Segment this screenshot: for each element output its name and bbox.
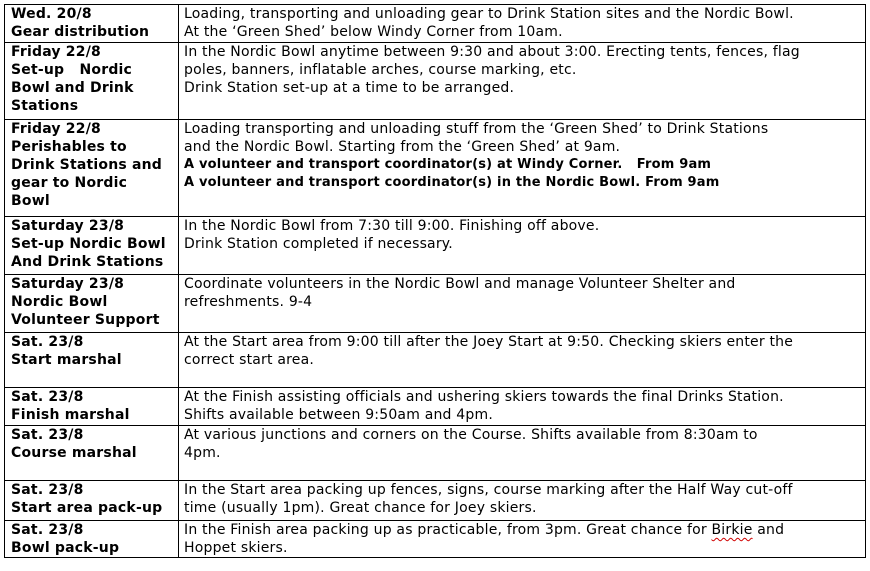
description-text: and — [752, 522, 785, 538]
role-label: Drink Stations and — [11, 157, 163, 173]
role-label: Set-up Nordic Bowl — [11, 236, 166, 252]
role-label: Volunteer Support — [11, 312, 160, 328]
table-row — [5, 275, 866, 333]
description-cell — [179, 333, 866, 388]
table-row — [5, 426, 866, 481]
table-row — [5, 481, 866, 521]
date-role-cell — [5, 388, 179, 426]
description-cell — [179, 217, 866, 275]
description-line: time (usually 1pm). Great chance for Joey skiers. — [184, 500, 537, 516]
role-label: Bowl — [11, 193, 50, 209]
table-row — [5, 217, 866, 275]
description-line: 4pm. — [184, 445, 221, 461]
date-label: Saturday 23/8 — [11, 276, 125, 292]
description-cell — [179, 521, 866, 558]
date-role-cell — [5, 5, 179, 43]
description-cell — [179, 120, 866, 217]
spellcheck-flagged-word: Birkie — [711, 522, 753, 538]
role-label: Set-up Nordic — [11, 62, 133, 78]
date-label: Saturday 23/8 — [11, 218, 125, 234]
description-cell — [179, 5, 866, 43]
date-label: Friday 22/8 — [11, 44, 101, 60]
date-role-cell — [5, 43, 179, 120]
description-line: Coordinate volunteers in the Nordic Bowl and manage Volunteer Shelter and — [184, 276, 736, 292]
description-line: Shifts available between 9:50am and 4pm. — [184, 407, 493, 423]
role-label: Finish marshal — [11, 407, 130, 423]
date-role-cell — [5, 426, 179, 481]
description-line: and the Nordic Bowl. Starting from the ‘Green Shed’ at 9am. — [184, 139, 621, 155]
role-label: Bowl pack-up — [11, 540, 120, 556]
table-row — [5, 5, 866, 43]
description-line: In the Nordic Bowl from 7:30 till 9:00. Finishing off above. — [184, 218, 600, 234]
description-line: At various junctions and corners on the Course. Shifts available from 8:30am to — [184, 427, 758, 443]
role-label: Start area pack-up — [11, 500, 163, 516]
role-label: Stations — [11, 98, 79, 114]
table-row — [5, 388, 866, 426]
date-label: Wed. 20/8 — [11, 6, 92, 22]
volunteer-schedule-table — [4, 4, 866, 558]
role-label: gear to Nordic — [11, 175, 128, 191]
coordinator-line: A volunteer and transport coordinator(s) in the Nordic Bowl. From 9am — [184, 175, 720, 190]
description-line: correct start area. — [184, 352, 314, 368]
role-label: Gear distribution — [11, 24, 150, 40]
table-row — [5, 43, 866, 120]
date-label: Friday 22/8 — [11, 121, 101, 137]
description-cell — [179, 275, 866, 333]
date-role-cell — [5, 217, 179, 275]
description-line — [184, 521, 865, 539]
date-label: Sat. 23/8 — [11, 482, 84, 498]
description-cell — [179, 426, 866, 481]
date-role-cell — [5, 481, 179, 521]
description-line: At the ‘Green Shed’ below Windy Corner from 10am. — [184, 24, 563, 40]
coordinator-line: A volunteer and transport coordinator(s) at Windy Corner. From 9am — [184, 157, 712, 172]
description-line: Drink Station completed if necessary. — [184, 236, 453, 252]
description-line: poles, banners, inflatable arches, course marking, etc. — [184, 62, 577, 78]
description-text: In the Finish area packing up as practicable, from 3pm. Great chance for — [184, 522, 712, 538]
volunteer-roster — [4, 4, 866, 558]
role-label: Course marshal — [11, 445, 137, 461]
role-label: Nordic Bowl — [11, 294, 108, 310]
description-cell — [179, 481, 866, 521]
description-line: In the Nordic Bowl anytime between 9:30 and about 3:00. Erecting tents, fences, flag — [184, 44, 800, 60]
description-cell — [179, 388, 866, 426]
description-line: At the Finish assisting officials and ushering skiers towards the final Drinks Station. — [184, 389, 784, 405]
role-label: And Drink Stations — [11, 254, 164, 270]
role-label: Bowl and Drink — [11, 80, 134, 96]
description-line: At the Start area from 9:00 till after the Joey Start at 9:50. Checking skiers enter the — [184, 334, 794, 350]
date-role-cell — [5, 120, 179, 217]
description-line: Loading transporting and unloading stuff from the ‘Green Shed’ to Drink Stations — [184, 121, 769, 137]
date-role-cell — [5, 333, 179, 388]
date-role-cell — [5, 275, 179, 333]
description-line: Loading, transporting and unloading gear to Drink Station sites and the Nordic Bowl. — [184, 6, 794, 22]
role-label: Start marshal — [11, 352, 122, 368]
description-line: Drink Station set-up at a time to be arranged. — [184, 80, 515, 96]
description-cell — [179, 43, 866, 120]
date-label: Sat. 23/8 — [11, 389, 84, 405]
date-label: Sat. 23/8 — [11, 427, 84, 443]
description-line: In the Start area packing up fences, signs, course marking after the Half Way cut-off — [184, 482, 793, 498]
table-row — [5, 333, 866, 388]
date-label: Sat. 23/8 — [11, 522, 84, 538]
role-label: Perishables to — [11, 139, 127, 155]
description-line: refreshments. 9-4 — [184, 294, 313, 310]
date-role-cell — [5, 521, 179, 558]
table-row — [5, 120, 866, 217]
date-label: Sat. 23/8 — [11, 334, 84, 350]
description-line: Hoppet skiers. — [184, 540, 288, 556]
table-row — [5, 521, 866, 558]
